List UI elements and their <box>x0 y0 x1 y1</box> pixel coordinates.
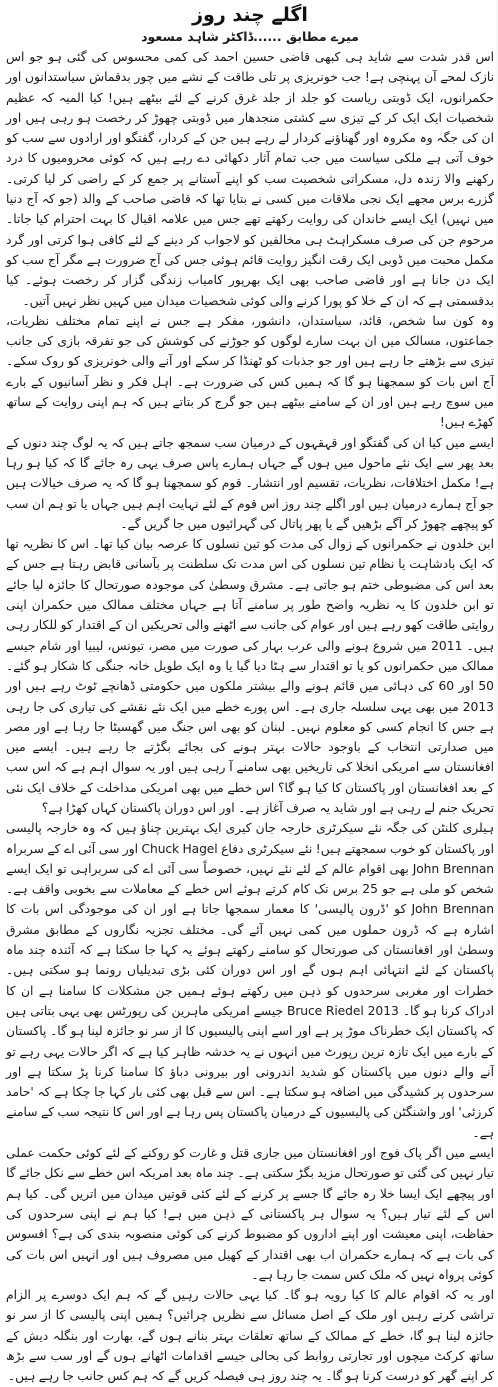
article-byline: میرے مطابق ......ڈاکٹر شاہد مسعود <box>141 29 359 44</box>
article-paragraph: ابن خلدون نے حکمرانوں کے زوال کی مدت کو تین نسلوں کا عرصہ بیان کیا تھا۔ اس کا نظریہ تھا کہ ایک بادشاہت یا نظام تین نسلوں کی اس مدت تک سلطنت پر بآسانی قابض رہتا ہے جس کے بعد اس کی مضبوطی ختم ہو جاتی ہے۔ مشرق وسطیٰ کی موجودہ صورتحال کا جائزہ لیا جائے تو ابن خلدون کا یہ نظریہ واضح طور پر سامنے آتا ہے جہاں مختلف ممالک میں حکمران اپنی روایتی طاقت کھو رہے ہیں اور عوام کی جانب سے اٹھنے والی تحریکیں ان کے اقتدار کو للکار رہی ہیں۔ 2011 میں شروع ہونے والی عرب بہار کی صورت میں مصر، تیونس، لیبیا اور شام جیسے ممالک میں حکمرانوں کو یا تو اقتدار سے ہٹا دیا گیا یا وہ ایک طویل خانہ جنگی کا شکار ہو گئے۔ 50 اور 60 کی دہائی میں قائم ہونے والے بیشتر ملکوں میں حکومتی ڈھانچے ٹوٹ رہے ہیں اور 2013 میں بھی یہی سلسلہ جاری ہے۔ اس پورے خطے میں ایک نئے نقشے کی تیاری کی جا رہی ہے جس کا انجام کسی کو معلوم نہیں۔ لبنان کو بھی اس جنگ میں گھسیٹا جا رہا ہے اور مصر میں صدارتی انتخاب کے باوجود حالات بہتر ہونے کی بجائے بگڑتے جا رہے ہیں۔ ایسے میں افغانستان سے امریکی انخلا کی تاریخیں بھی سامنے آ رہی ہیں اور یہ سوال اہم ہے کہ اس سب کے بعد افغانستان اور پاکستان کا کیا ہو گا؟ اس خطے میں بھی امریکی مداخلت کے خلاف ایک نئی تحریک جنم لے رہی ہے اور شاید یہ صرف آغاز ہے۔ اور اس دوران پاکستان کہاں کھڑا ہے؟ <box>6 537 495 815</box>
article-paragraph: اور یہ کہ اقوام عالم کا کیا رویہ ہو گا۔ کیا یہی حالات رہیں گے کہ ہم ایک دوسرے پر الزام تراشی کرتے رہیں اور ملک کے اصل مسائل سے نظریں چرائیں؟ ہمیں اپنی پالیسی کا از سر نو جائزہ لینا ہو گا، خطے کے ممالک کے ساتھ تعلقات بہتر بنانے ہوں گے، بھارت اور بنگلہ دیش کے ساتھ کرکٹ میچوں اور تجارتی روابط کی بحالی جیسے اقدامات اٹھانے ہوں گے اور سب سے بڑھ کر اپنے گھر کو درست کرنا ہو گا۔ یہ چند روز ہی فیصلہ کریں گے کہ ہم کس جانب جا رہے ہیں۔ <box>6 1288 494 1384</box>
article-paragraph: اس قدر شدت سے شاید ہی کبھی قاضی حسین احمد کی کمی محسوس کی گئی ہو جو اس نازک لمحے آن پہنچی ہے! جب خونریزی پر تلی طاقت کے نشے میں چور بدقماش سیاستدانوں اور حکمرانوں، ایک ڈوبتی ریاست کو جلد از جلد غرق کرنے کے لئے بیٹھے ہیں! کیا المیہ کہ عظیم شخصیات ایک ایک کر کے تیزی سے کشتی منجدھار میں ڈوبتی چھوڑ کر رخصت ہو رہی ہیں اور ان کی جگہ وہ مکروہ اور گھناؤنے کردار لے رہے ہیں جن کے کردار، گفتگو اور ارادوں سے سب کو خوف آتی ہے ملکی سیاست میں جب تمام آثار دکھائی دے رہے ہیں کہ کوئی محرومیوں کا درد رکھنے والا زندہ دل، مسکراتی شخصیت سب کو اپنے آستانے پر جمع کر کے راضی کر لیا کرتی۔ گزرے برس مجھے ایک نجی ملاقات میں کسی نے بتایا تھا کہ قاضی صاحب کے والد (جو کہ آج دنیا میں نہیں) ایک ایسے خاندان کی روایت رکھتے تھے جس میں علامہ اقبال کا بہت احترام کیا جاتا۔ مرحوم جن کی صرف مسکراہٹ ہی مخالفین کو لاجواب کر دینے کے لئے کافی ہوا کرتی اور گرد مکمل محبت میں ڈوبی ایک رقت انگیز روایت قائم ہوئی جس کی آج ضرورت ہے مگر آج سب کو ایک دن جانا ہے اور قاضی صاحب بھی ایک بھرپور کامیاب زندگی گزار کر رخصت ہوئے۔ کیا بدقسمتی ہے کہ ان کے خلا کو پورا کرنے والی کوئی شخصیات میدان میں کہیں نظر نہیں آتیں۔ <box>6 50 494 308</box>
article-paragraph: وہ کون سا شخص، قائد، سیاستدان، دانشور، مفکر ہے جس نے اپنے تمام مختلف نظریات، جماعتوں، مسالک میں ان بہت سارے لوگوں کو جوڑنے کی کوشش کی جو تفرقہ بازی کی جانب تیزی سے بڑھتے جا رہے ہیں اور جو جذبات کو ٹھنڈا کر سکے اور آنے والی خونریزی کو روک سکے۔ آج اس بات کو سمجھنا ہو گا کہ ہمیں کس کی ضرورت ہے۔ اہل فکر و نظر آسانیوں کے بارے میں سوچ رہے ہیں اور ان کے سامنے بیٹھے ہیں جو گرج کر بتاتے ہیں کہ ہم اپنی روایت کے ساتھ کھڑے ہیں! <box>6 313 494 430</box>
article-body <box>6 47 494 1387</box>
article-paragraph: ہیلری کلنٹن کی جگہ نئے سیکرٹری خارجہ جان کیری ایک بہترین چناؤ ہیں کہ وہ خارجہ پالیسی اور پاکستان کو خوب سمجھتے ہیں! نئے سیکرٹری دفاع Chuck Hagel اور سی آئی اے کے سربراہ John Brennan بھی اقوام عالم کے لئے نئے نہیں، خصوصاً سی آئی اے کی سربراہی تو ایک ایسے شخص کو ملی ہے جو 25 برس تک کام کرتے ہوئے اس خطے کے معاملات سے بخوبی واقف ہے۔ John Brennan کو 'ڈرون پالیسی' کا معمار سمجھا جاتا ہے اور ان کی موجودگی اس بات کا اشارہ ہے کہ ڈرون حملوں میں کمی نہیں آئے گی۔ مختلف تجزیہ نگاروں کے مطابق مشرق وسطیٰ اور افغانستان کی صورتحال کو سامنے رکھتے ہوئے یہ کہا جا سکتا ہے کہ آئندہ چند ماہ پاکستان کے لئے انتہائی اہم ہوں گے اور اس دوران کئی بڑی تبدیلیاں رونما ہو سکتی ہیں۔ خطرات اور مغربی سرحدوں کو ذہن میں رکھتے ہوئے ہمیں جن مشکلات کا سامنا ہے ان کا ادراک کرنا ہو گا۔ 2013 Bruce Riedel جیسے امریکی ماہرین کی رپورٹس بھی یہی بتاتی ہیں کہ پاکستان ایک خطرناک موڑ پر ہے اور اسے اپنی پالیسیوں کا از سر نو جائزہ لینا ہو گا۔ پاکستان کے بارے میں ایک تازہ ترین رپورٹ میں انہوں نے یہ خدشہ ظاہر کیا ہے کہ اگر حالات یہی رہے تو آنے والے دنوں میں پاکستان کو شدید اندرونی اور بیرونی دباؤ کا سامنا کرنا پڑ سکتا ہے اور سرحدوں پر کشیدگی میں اضافہ ہو سکتا ہے۔ اس سے قبل بھی کئی بار کہا جا چکا ہے کہ 'حامد کرزئی' اور واشنگٹن کی پالیسیوں کے درمیان پاکستان پس رہا ہے اور اس کا نتیجہ سب کے سامنے ہے۔ <box>6 821 495 1140</box>
article-paragraph: ایسے میں اگر پاک فوج اور افغانستان میں جاری قتل و غارت کو روکنے کے لئے کوئی حکمت عملی تیار نہیں کی گئی تو صورتحال مزید بگڑ سکتی ہے۔ چند ماہ بعد امریکہ اس خطے سے نکل جائے گا اور پیچھے ایک ایسا خلا رہ جائے گا جسے پر کرنے کے لئے کئی قوتیں میدان میں اتریں گی۔ کیا ہم اس کے لئے تیار ہیں؟ یہ سوال ہر پاکستانی کے ذہن میں ہے! کیا ہم نے اپنی سرحدوں کی حفاظت، اپنی معیشت اور اپنے اداروں کو مضبوط کرنے کی کوئی منصوبہ بندی کی ہے؟ افسوس کی بات ہے کہ ہمارے حکمران اب بھی اقتدار کے کھیل میں مصروف ہیں اور انہیں اس بات کی کوئی پرواہ نہیں کہ ملک کس سمت جا رہا ہے۔ <box>6 1146 494 1282</box>
article-paragraph: ایسے میں کیا ان کی گفتگو اور قہقہوں کے درمیان سب سمجھ جاتے ہیں کہ یہ لوگ چند دنوں کے بعد پھر سے ایک نئے ماحول میں ہوں گے جہاں ہمارے پاس صرف یہی رہ جائے گا کہ کیا ہو رہا ہے! مکمل اختلافات، نظریات، تقسیم اور انتشار۔ قوم کو سمجھنا ہو گا کہ یہ صرف خیالات ہیں جو آج ہمارے درمیان ہیں اور اگلے چند روز اس قوم کے لئے نہایت اہم ہیں جہاں یا تو ہم ان سب کو پیچھے چھوڑ کر آگے بڑھیں گے یا پھر پاتال کی گہرائیوں میں جا گریں گے۔ <box>6 435 494 531</box>
article-headline: اگلے چند روز <box>192 4 308 26</box>
